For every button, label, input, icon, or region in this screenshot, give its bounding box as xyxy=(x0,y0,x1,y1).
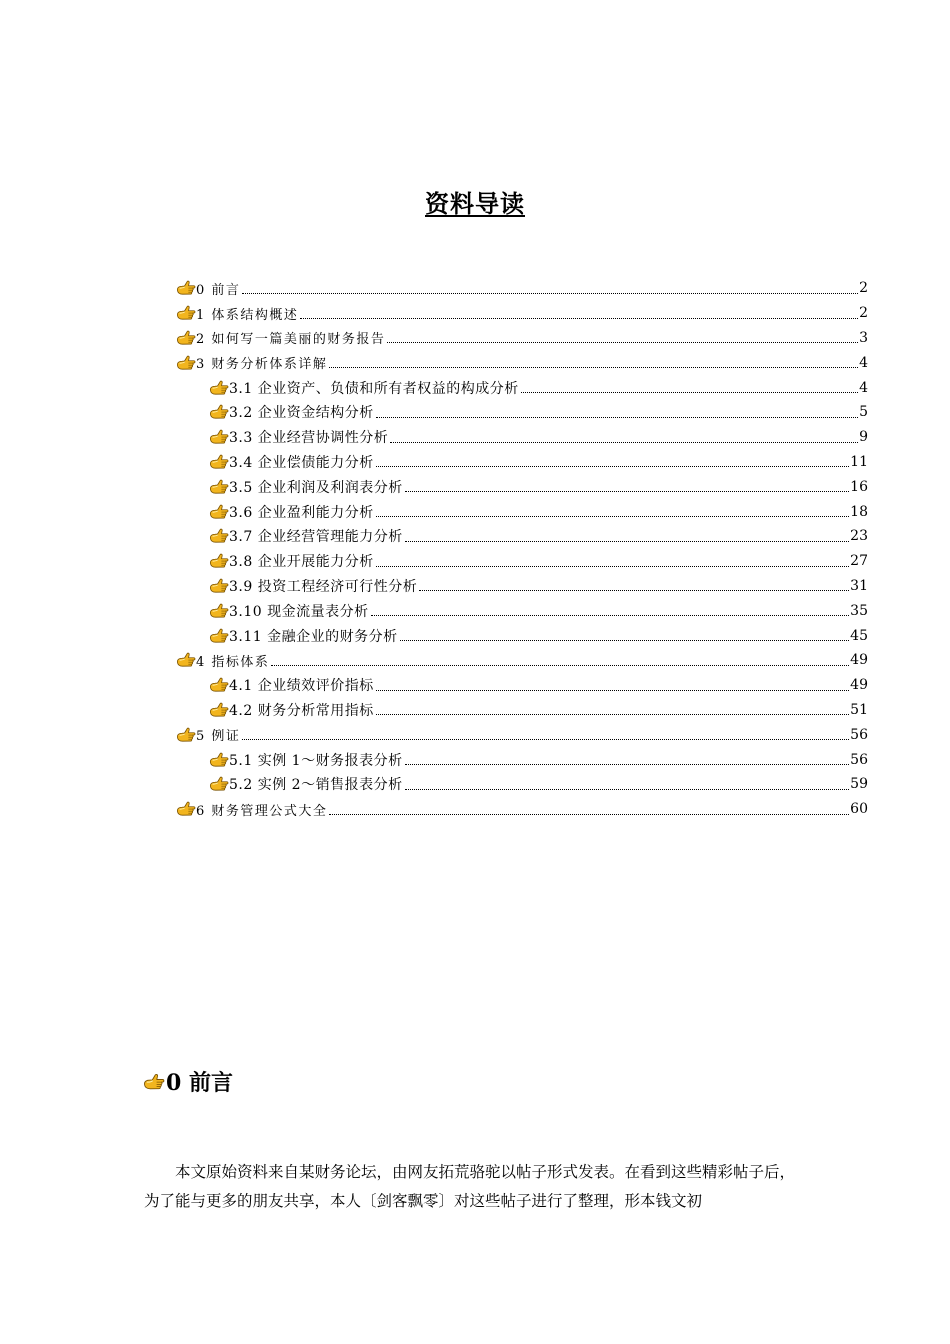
body-paragraph: 本文原始资料来自某财务论坛，由网友拓荒骆驼以帖子形式发表。在看到这些精彩帖子后，为了能与更多的朋友共享，本人〔剑客飘零〕对这些帖子进行了整理，形本钱文初 xyxy=(144,1163,796,1210)
section-heading-preface xyxy=(143,1066,233,1097)
toc-entry[interactable] xyxy=(176,772,868,797)
toc-dot-leader xyxy=(242,293,858,294)
toc-entry[interactable] xyxy=(176,326,868,351)
toc-entry-label: 5 例证 xyxy=(196,729,241,745)
toc-dot-leader xyxy=(371,615,850,616)
toc-dot-leader xyxy=(329,814,849,815)
toc-page-number: 59 xyxy=(850,776,868,793)
pointing-hand-icon xyxy=(209,628,229,644)
pointing-hand-icon xyxy=(143,1073,165,1091)
toc-entry[interactable] xyxy=(176,350,868,375)
toc-entry[interactable] xyxy=(176,499,868,524)
toc-dot-leader xyxy=(405,764,850,765)
toc-entry-label: 4.1 企业绩效评价指标 xyxy=(229,678,374,695)
toc-page-number: 56 xyxy=(850,726,868,743)
toc-page-number: 4 xyxy=(859,379,868,396)
toc-entry-label: 4.2 财务分析常用指标 xyxy=(229,702,374,719)
toc-entry[interactable] xyxy=(176,648,868,673)
toc-entry-label: 3 财务分析体系详解 xyxy=(196,357,328,373)
toc-page-number: 49 xyxy=(850,677,868,694)
toc-entry-label: 2 如何写一篇美丽的财务报告 xyxy=(196,332,386,348)
toc-dot-leader xyxy=(405,789,850,790)
toc-entry[interactable] xyxy=(176,425,868,450)
toc-entry[interactable] xyxy=(176,623,868,648)
pointing-hand-icon xyxy=(176,727,196,743)
toc-entry-label: 5.1 实例 1～财务报表分析 xyxy=(229,752,403,769)
toc-page-number: 23 xyxy=(850,528,868,545)
toc-page-number: 3 xyxy=(859,329,868,346)
toc-entry[interactable] xyxy=(176,574,868,599)
toc-entry[interactable] xyxy=(176,549,868,574)
toc-entry-label: 3.7 企业经营管理能力分析 xyxy=(229,529,403,546)
toc-entry-label: 5.2 实例 2～销售报表分析 xyxy=(229,777,403,794)
toc-entry-label: 3.9 投资工程经济可行性分析 xyxy=(229,578,418,595)
toc-dot-leader xyxy=(390,442,858,443)
table-of-contents xyxy=(176,276,868,822)
toc-page-number: 5 xyxy=(859,404,868,421)
document-title: 资料导读 xyxy=(425,189,525,218)
pointing-hand-icon xyxy=(209,752,229,768)
pointing-hand-icon xyxy=(176,652,196,668)
toc-entry[interactable] xyxy=(176,276,868,301)
toc-dot-leader xyxy=(242,739,849,740)
toc-page-number: 49 xyxy=(850,652,868,669)
toc-entry[interactable] xyxy=(176,400,868,425)
toc-entry-label: 0 前言 xyxy=(196,282,241,298)
pointing-hand-icon xyxy=(209,553,229,569)
pointing-hand-icon xyxy=(176,305,196,321)
pointing-hand-icon xyxy=(209,528,229,544)
pointing-hand-icon xyxy=(209,429,229,445)
toc-dot-leader xyxy=(300,318,858,319)
toc-entry[interactable] xyxy=(176,673,868,698)
toc-entry[interactable] xyxy=(176,524,868,549)
toc-entry[interactable] xyxy=(176,301,868,326)
toc-dot-leader xyxy=(376,417,858,418)
toc-entry[interactable] xyxy=(176,375,868,400)
toc-entry-label: 3.4 企业偿债能力分析 xyxy=(229,454,374,471)
toc-page-number: 45 xyxy=(850,627,868,644)
toc-dot-leader xyxy=(376,516,849,517)
toc-entry-label: 3.1 企业资产、负债和所有者权益的构成分析 xyxy=(229,380,519,397)
toc-entry[interactable] xyxy=(176,474,868,499)
toc-dot-leader xyxy=(387,342,858,343)
toc-entry[interactable] xyxy=(176,722,868,747)
toc-page-number: 18 xyxy=(850,503,868,520)
toc-page-number: 11 xyxy=(850,453,868,470)
toc-dot-leader xyxy=(405,541,849,542)
pointing-hand-icon xyxy=(176,801,196,817)
toc-page-number: 9 xyxy=(859,429,868,446)
toc-dot-leader xyxy=(376,566,849,567)
toc-entry-label: 3.6 企业盈利能力分析 xyxy=(229,504,374,521)
toc-dot-leader xyxy=(271,665,849,666)
toc-dot-leader xyxy=(376,690,849,691)
toc-dot-leader xyxy=(405,491,849,492)
toc-entry[interactable] xyxy=(176,747,868,772)
toc-entry-label: 4 指标体系 xyxy=(196,654,270,670)
toc-page-number: 35 xyxy=(850,602,868,619)
toc-entry[interactable] xyxy=(176,598,868,623)
toc-page-number: 31 xyxy=(850,577,868,594)
pointing-hand-icon xyxy=(176,330,196,346)
toc-page-number: 60 xyxy=(850,801,868,818)
toc-dot-leader xyxy=(521,392,858,393)
toc-entry[interactable] xyxy=(176,797,868,822)
pointing-hand-icon xyxy=(209,578,229,594)
toc-dot-leader xyxy=(419,590,849,591)
pointing-hand-icon xyxy=(176,280,196,296)
toc-page-number: 16 xyxy=(850,478,868,495)
toc-dot-leader xyxy=(400,640,850,641)
toc-dot-leader xyxy=(376,466,849,467)
toc-page-number: 27 xyxy=(850,553,868,570)
toc-entry-label: 3.5 企业利润及利润表分析 xyxy=(229,479,403,496)
toc-entry-label: 3.8 企业开展能力分析 xyxy=(229,554,374,571)
pointing-hand-icon xyxy=(209,504,229,520)
pointing-hand-icon xyxy=(209,776,229,792)
toc-entry-label: 3.3 企业经营协调性分析 xyxy=(229,430,389,447)
toc-page-number: 56 xyxy=(850,751,868,768)
toc-entry-label: 6 财务管理公式大全 xyxy=(196,803,328,819)
toc-entry[interactable] xyxy=(176,450,868,475)
pointing-hand-icon xyxy=(209,454,229,470)
pointing-hand-icon xyxy=(209,702,229,718)
toc-entry-label: 1 体系结构概述 xyxy=(196,307,299,323)
pointing-hand-icon xyxy=(209,479,229,495)
toc-dot-leader xyxy=(329,367,858,368)
toc-entry-label: 3.10 现金流量表分析 xyxy=(229,603,369,620)
section-heading-text: 0 前言 xyxy=(166,1070,233,1096)
toc-page-number: 4 xyxy=(859,354,868,371)
toc-entry-label: 3.11 金融企业的财务分析 xyxy=(229,628,398,645)
toc-entry-label: 3.2 企业资金结构分析 xyxy=(229,405,374,422)
toc-page-number: 2 xyxy=(859,280,868,297)
toc-page-number: 2 xyxy=(859,305,868,322)
pointing-hand-icon xyxy=(209,603,229,619)
pointing-hand-icon xyxy=(209,404,229,420)
pointing-hand-icon xyxy=(176,355,196,371)
toc-page-number: 51 xyxy=(850,701,868,718)
toc-entry[interactable] xyxy=(176,698,868,723)
pointing-hand-icon xyxy=(209,380,229,396)
pointing-hand-icon xyxy=(209,677,229,693)
toc-dot-leader xyxy=(376,714,849,715)
